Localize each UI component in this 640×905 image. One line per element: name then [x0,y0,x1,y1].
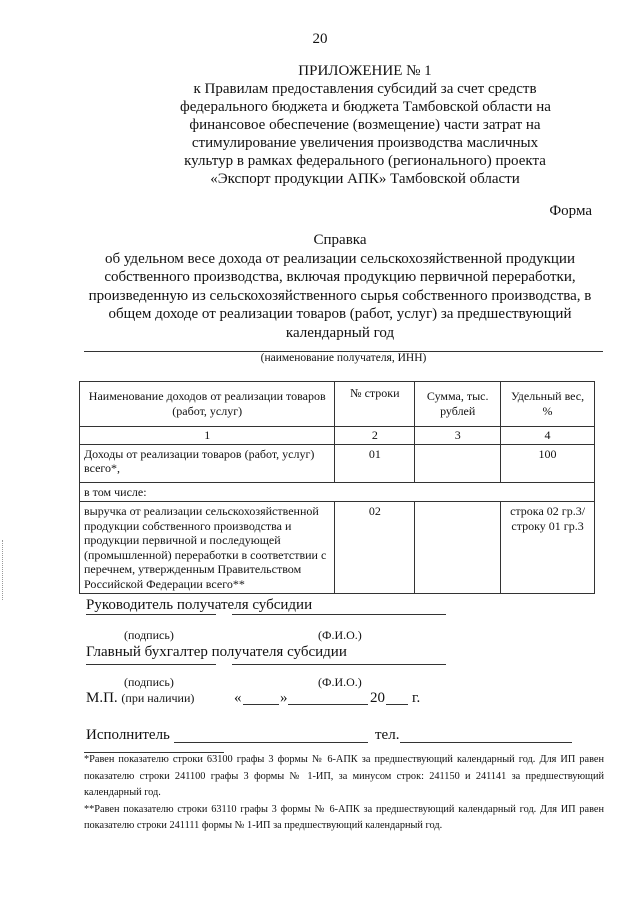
appendix-line: финансовое обеспечение (возмещение) части затрат на [189,117,541,133]
date-close-quote: » [280,690,288,706]
page-number: 20 [312,31,328,47]
column-number: 4 [501,427,595,445]
date-day-field[interactable] [243,704,279,705]
footnote-2: **Равен показателю строки 63110 графы 3 формы № 6-АПК за предшествующий календарный год. Для ИП равен показателю строки 241111 формы № 1-ИП за предшествующий календарный год. [84,803,604,831]
column-number: 1 [80,427,335,445]
header-name: Наименование доходов от реализации товаров (работ, услуг) [80,382,335,427]
executor-field[interactable] [174,742,368,743]
appendix-title: ПРИЛОЖЕНИЕ № 1 [298,63,432,79]
row-sum-cell[interactable] [415,502,501,594]
appendix-header [180,62,550,188]
title-line: общем доходе от реализации товаров (работ, услуг) за предшествующий [108,306,572,322]
head-signature-field[interactable] [86,614,216,615]
mp-note: (при наличии) [121,691,195,705]
title-line: об удельном весе дохода от реализации сельскохозяйственной продукции [105,250,575,267]
document-title [70,231,610,342]
column-number: 3 [415,427,501,445]
margin-mark [2,540,7,600]
accountant-title: Главный бухгалтер получателя субсидии [86,644,347,660]
mp-label [86,690,194,707]
phone-field[interactable] [400,742,572,743]
header-share: Удельный вес, % [501,382,595,427]
row-share: строка 02 гр.3/ строку 01 гр.3 [501,502,595,594]
column-numbers-row [80,427,595,445]
appendix-line: культур в рамках федерального (регионального) проекта [184,153,546,169]
date-open-quote: « [234,690,242,706]
date-year-field[interactable] [386,704,408,705]
income-table [79,381,595,594]
row-name: Доходы от реализации товаров (работ, услуг) всего*, [80,444,335,482]
table-row [80,502,595,594]
table-row [80,444,595,482]
fio-caption: (Ф.И.О.) [318,675,362,689]
footnote-1: *Равен показателю строки 63100 графы 3 формы № 6-АПК за предшествующий календарный год. Для ИП равен показателю строки 241100 графы 3 формы № 1-ИП, за минусом строк: 241150 и 241141 за предшествующий календарный год. [84,754,604,798]
recipient-caption: (наименование получателя, ИНН) [260,352,427,364]
table-header-row [80,382,595,427]
row-sum-cell[interactable] [415,444,501,482]
phone-label: тел. [375,727,400,743]
row-name: выручка от реализации сельскохозяйственной продукции собственного производства и продукции первичной и последующей (промышленной) переработки в соответствии с перечнем, утвержденным Правительством Российской Федерации всего** [80,502,335,594]
title-line: собственного производства, включая продукцию первичной переработки, [104,269,576,285]
title-line: произведенную из сельскохозяйственного сырья собственного производства, в [88,287,592,304]
row-number: 02 [335,502,415,594]
year-suffix: г. [412,690,421,706]
header-row-no: № строки [335,382,415,427]
row-number: 01 [335,444,415,482]
appendix-line: стимулирование увеличения производства масличных [191,135,539,151]
appendix-line: к Правилам предоставления субсидий за счет средств [193,81,537,97]
accountant-signature-field[interactable] [86,664,216,665]
table-row [80,482,595,502]
mp-text: М.П. [86,690,118,706]
head-title: Руководитель получателя субсидии [86,597,313,613]
column-number: 2 [335,427,415,445]
appendix-line: «Экспорт продукции АПК» Тамбовской области [210,171,520,187]
fio-caption: (Ф.И.О.) [318,628,362,642]
title-heading: Справка [313,232,367,248]
row-share: 100 [501,444,595,482]
form-label: Форма [549,203,592,219]
header-sum: Сумма, тыс. рублей [415,382,501,427]
footnotes [84,752,604,835]
head-fio-field[interactable] [232,614,446,615]
year-prefix: 20 [370,690,385,706]
date-month-field[interactable] [288,704,368,705]
signature-caption: (подпись) [124,675,174,689]
including-label: в том числе: [80,482,595,502]
appendix-line: федерального бюджета и бюджета Тамбовской области на [180,99,551,115]
title-line: календарный год [285,324,395,341]
executor-label: Исполнитель [86,727,170,743]
accountant-fio-field[interactable] [232,664,446,665]
signature-caption: (подпись) [124,628,174,642]
